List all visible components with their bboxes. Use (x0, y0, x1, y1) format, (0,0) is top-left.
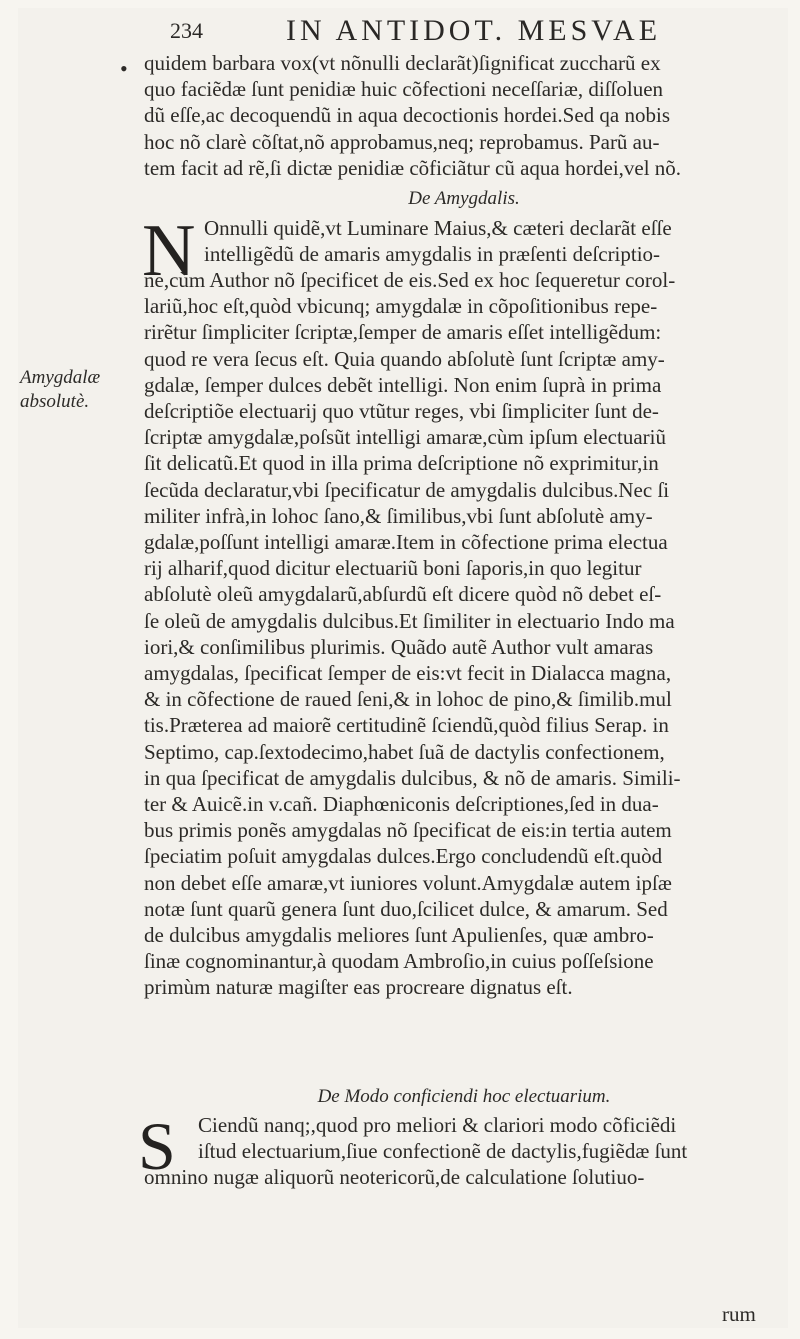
text-line: in qua ſpecificat de amygdalis dulcibus, & nõ de amaris. Simili- (144, 765, 681, 790)
text-line: ſecũda declaratur,vbi ſpecificatur de amygdalis dulcibus.Nec ſi (144, 477, 670, 502)
text-line: hoc nõ clarè cõſtat,nõ approbamus,neq; reprobamus. Parũ au- (144, 129, 660, 154)
paragraph-3-opening (198, 1112, 784, 1164)
marginal-bullet: • (120, 56, 128, 81)
text-line: ne,cùm Author nõ ſpecificet de eis.Sed ex hoc ſequeretur corol- (144, 268, 676, 292)
text-line: gdalæ,poſſunt intelligi amaræ.Item in cõfectione prima electua (144, 530, 668, 555)
paragraph-1 (144, 50, 784, 181)
text-line: rirẽtur ſimpliciter ſcriptæ,ſemper de amaris eſſet intelligẽdum: (144, 320, 662, 345)
section-heading-amygdalis: De Amygdalis. (408, 188, 520, 209)
text-line: ſe oleũ de amygdalis dulcibus.Et ſimiliter in electuario Indo ma (144, 608, 675, 633)
text-line: ſit delicatũ.Et quod in illa prima deſcriptione nõ exprimitur,in (144, 451, 659, 476)
text-line: tem facit ad rẽ,ſi dictæ penidiæ cõficiãtur cũ aqua hordei,vel nõ. (144, 155, 682, 180)
paragraph-2-opening (204, 215, 784, 267)
text-line: amygdalas, ſpecificat ſemper de eis:vt fecit in Dialacca magna, (144, 661, 672, 686)
text-line: gdalæ, ſemper dulces debẽt intelligi. Non enim ſuprà in prima (144, 372, 662, 397)
text-line: quo faciẽdæ ſunt penidiæ huic cõfectioni neceſſariæ, diſſoluen (144, 77, 664, 102)
text-line: quod re vera ſecus eſt. Quia quando abſolutè ſunt ſcriptæ amy- (144, 346, 665, 371)
text-line: deſcriptiõe electuarij quo vtũtur reges, vbi ſimpliciter ſunt de- (144, 399, 659, 424)
text-line: de dulcibus amygdalis meliores ſunt Apulienſes, quæ ambro- (144, 923, 654, 948)
text-line: ſcriptæ amygdalæ,poſsũt intelligi amaræ,cùm ipſum electuariũ (144, 425, 666, 450)
text-line: tis.Præterea ad maiorẽ certitudinẽ ſciendũ,quòd filius Serap. in (144, 713, 669, 738)
running-head: IN ANTIDOT. MESVAE (286, 14, 662, 47)
drop-cap-n: N (142, 210, 196, 292)
text-line: lariũ,hoc eſt,quòd vbicunq; amygdalæ in cõpoſitionibus repe- (144, 294, 658, 319)
catchword: rum (722, 1302, 756, 1326)
margin-note (20, 366, 130, 414)
margin-note-line: absolutè. (20, 391, 90, 412)
text-line: omnino nugæ aliquorũ neotericorũ,de calculatione ſolutiuo- (144, 1165, 645, 1189)
text-line: & in cõfectione de raued ſeni,& in lohoc de pino,& ſimilib.mul (144, 687, 672, 712)
page-number: 234 (170, 18, 203, 43)
text-line: iori,& conſimilibus plurimis. Quãdo autẽ Author vult amaras (144, 634, 654, 659)
text-line: iſtud electuarium,ſiue confectionẽ de dactylis,fugiẽdæ ſunt (198, 1139, 688, 1164)
section-heading-modo-conficiendi: De Modo conficiendi hoc electuarium. (317, 1086, 611, 1107)
paragraph-2 (144, 267, 784, 1001)
drop-cap-s: S (138, 1108, 176, 1184)
text-line: bus primis ponẽs amygdalas nõ ſpecificat de eis:in tertia autem (144, 818, 672, 843)
text-line: Onnulli quidẽ,vt Luminare Maius,& cæteri declarãt eſſe (204, 216, 672, 240)
text-line: militer infrà,in lohoc ſano,& ſimilibus,vbi ſunt abſolutè amy- (144, 503, 653, 528)
text-line: quidem barbara vox(vt nõnulli declarãt)ſignificat zuccharũ ex (144, 51, 661, 75)
text-line: non debet eſſe amaræ,vt iuniores volunt.Amygdalæ autem ipſæ (144, 870, 672, 895)
text-line: Ciendũ nanq;,quod pro meliori & clariori modo cõficiẽdi (198, 1113, 677, 1137)
text-line: primùm naturæ magiſter eas procreare dignatus eſt. (144, 975, 573, 1000)
text-line: ſpeciatim poſuit amygdalas dulces.Ergo concludendũ eſt.quòd (144, 844, 663, 869)
text-line: ter & Auicẽ.in v.cañ. Diaphœniconis deſcriptiones,ſed in dua- (144, 792, 659, 817)
text-line: notæ ſunt quarũ genera ſunt duo,ſcilicet dulce, & amarum. Sed (144, 896, 668, 921)
text-line: ſinæ cognominantur,à quodam Ambroſio,in cuius poſſeſsione (144, 949, 654, 974)
page-header (170, 14, 730, 50)
text-line: Septimo, cap.ſextodecimo,habet ſuã de dactylis confectionem, (144, 739, 665, 764)
text-line: abſolutè oleũ amygdalarũ,abſurdũ eſt dicere quòd nõ debet eſ- (144, 582, 662, 607)
paragraph-3 (144, 1164, 784, 1190)
text-line: intelligẽdũ de amaris amygdalis in præſenti deſcriptio- (204, 242, 661, 267)
margin-note-line: Amygdalæ (20, 367, 101, 388)
text-line: rij alharif,quod dicitur electuariũ boni ſaporis,in quo legitur (144, 556, 642, 581)
text-line: dũ eſſe,ac decoquendũ in aqua decoctionis hordei.Sed qa nobis (144, 103, 671, 128)
